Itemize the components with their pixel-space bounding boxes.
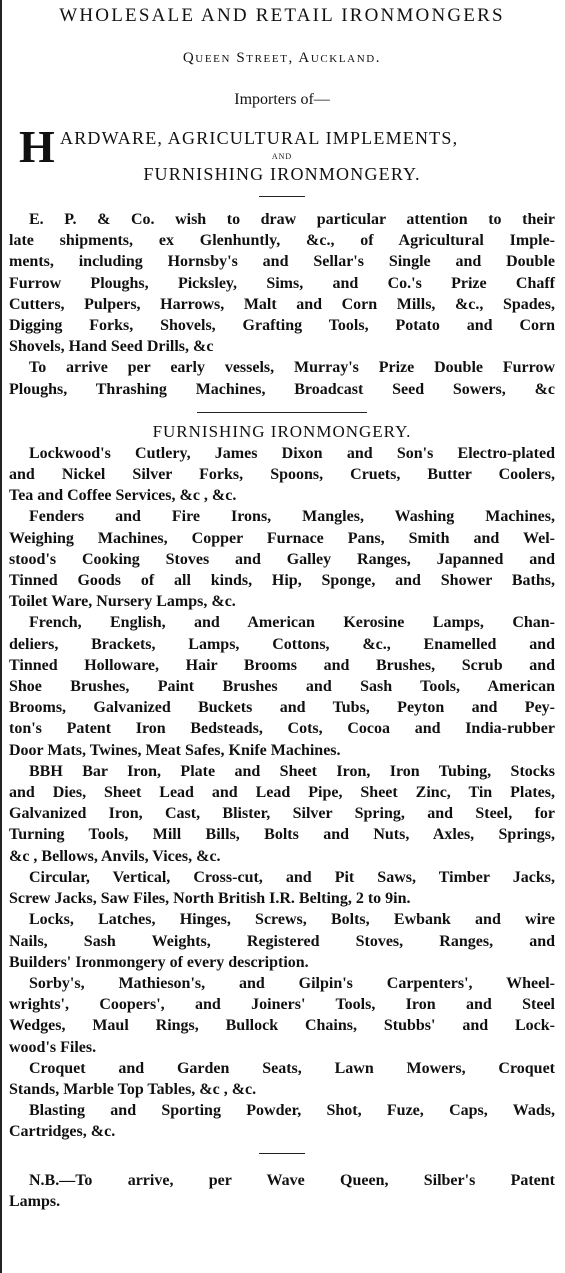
arrive-line: To arrive per early vessels, Murray's Prize Double Furrow	[29, 359, 555, 377]
nb-paragraph	[9, 1170, 555, 1212]
intro-line: Shovels, Hand Seed Drills, &c	[9, 338, 214, 356]
intro-line: Furrow Ploughs, Picksley, Sims, and Co.'s Prize Chaff	[9, 274, 555, 292]
and-connector: AND	[271, 152, 293, 161]
furnishing-line: Stands, Marble Top Tables, &c , &c.	[9, 1080, 257, 1098]
furnishing-line: Tinned Goods of all kinds, Hip, Sponge, and Shower Baths,	[9, 572, 555, 590]
address: Queen Street, Auckland.	[182, 50, 382, 66]
furnishing-line: stood's Cooking Stoves and Galley Ranges, Japanned and	[9, 550, 555, 568]
furnishing-line: &c , Bellows, Anvils, Vices, &c.	[9, 847, 221, 865]
furnishing-line: Nails, Sash Weights, Registered Stoves, Ranges, and	[9, 932, 555, 950]
nb-line: N.B.—To arrive, per Wave Queen, Silber's Patent	[29, 1171, 555, 1189]
furnishing-paragraph	[9, 506, 555, 612]
intro-line: Cutters, Pulpers, Harrows, Malt and Corn Mills, &c., Spades,	[9, 295, 555, 313]
furnishing-line: wrights', Coopers', and Joiners' Tools, Iron and Steel	[9, 996, 555, 1014]
furnishing-line: deliers, Brackets, Lamps, Cottons, &c., Enamelled and	[9, 635, 555, 653]
intro-line: Digging Forks, Shovels, Grafting Tools, Potato and Corn	[9, 317, 555, 335]
divider	[259, 1153, 305, 1154]
hardware-line-2: FURNISHING IRONMONGERY.	[143, 164, 421, 184]
furnishing-line: Door Mats, Twines, Meat Safes, Knife Machines.	[9, 741, 341, 759]
furnishing-line: and Nickel Silver Forks, Spoons, Cruets, Butter Coolers,	[9, 466, 555, 484]
furnishing-line: and Dies, Sheet Lead and Lead Pipe, Sheet Zinc, Tin Plates,	[9, 784, 555, 802]
furnishing-paragraph	[9, 909, 555, 973]
furnishing-line: Tinned Holloware, Hair Brooms and Brushes, Scrub and	[9, 656, 555, 674]
nb-line: Lamps.	[9, 1192, 61, 1210]
intro-line: E. P. & Co. wish to draw particular attention to their	[29, 211, 555, 228]
furnishing-body	[9, 443, 555, 1143]
furnishing-line: Builders' Ironmongery of every description.	[9, 953, 309, 971]
furnishing-line: Croquet and Garden Seats, Lawn Mowers, Croquet	[29, 1059, 555, 1077]
furnishing-paragraph	[9, 1100, 555, 1142]
intro-line: ments, including Hornsby's and Sellar's Single and Double	[9, 253, 555, 271]
furnishing-paragraph	[9, 867, 555, 909]
furnishing-paragraph	[9, 761, 555, 867]
furnishing-line: Screw Jacks, Saw Files, North British I.R. Belting, 2 to 9in.	[9, 890, 411, 908]
furnishing-line: French, English, and American Kerosine Lamps, Chan-	[29, 614, 555, 632]
arrive-paragraph	[9, 357, 555, 399]
divider	[259, 196, 305, 197]
furnishing-line: Sorby's, Mathieson's, and Gilpin's Carpenters', Wheel-	[29, 974, 555, 992]
furnishing-paragraph	[9, 443, 555, 507]
importers-line: Importers of—	[234, 91, 330, 108]
furnishing-line: Shoe Brushes, Paint Brushes and Sash Tools, American	[9, 678, 555, 696]
section-heading: FURNISHING IRONMONGERY.	[152, 421, 412, 441]
drop-cap: H	[19, 121, 54, 172]
furnishing-paragraph	[9, 973, 555, 1058]
furnishing-line: Brooms, Galvanized Buckets and Tubs, Peyton and Pey-	[9, 699, 555, 717]
furnishing-line: Tea and Coffee Services, &c , &c.	[9, 487, 237, 505]
furnishing-line: ton's Patent Iron Bedsteads, Cots, Cocoa and India-rubber	[9, 720, 555, 738]
furnishing-paragraph	[9, 612, 555, 760]
furnishing-line: Fenders and Fire Irons, Mangles, Washing Machines,	[29, 508, 555, 526]
furnishing-line: Blasting and Sporting Powder, Shot, Fuze, Caps, Wads,	[29, 1102, 555, 1120]
advertisement	[9, 0, 555, 1212]
intro-line: late shipments, ex Glenhuntly, &c., of Agricultural Imple-	[9, 232, 555, 250]
furnishing-paragraph	[9, 1058, 555, 1100]
furnishing-line: Galvanized Iron, Cast, Blister, Silver Spring, and Steel, for	[9, 805, 555, 823]
column-rule	[0, 0, 2, 1273]
furnishing-line: wood's Files.	[9, 1038, 97, 1056]
furnishing-line: BBH Bar Iron, Plate and Sheet Iron, Iron Tubing, Stocks	[29, 762, 555, 780]
arrive-line: Ploughs, Thrashing Machines, Broadcast Seed Sowers, &c	[9, 380, 555, 398]
furnishing-line: Wedges, Maul Rings, Bullock Chains, Stubbs' and Lock-	[9, 1017, 555, 1035]
headline: WHOLESALE AND RETAIL IRONMONGERS	[59, 5, 505, 26]
divider	[197, 412, 367, 413]
hardware-heading	[9, 121, 555, 190]
furnishing-line: Turning Tools, Mill Bills, Bolts and Nuts, Axles, Springs,	[9, 826, 555, 844]
furnishing-line: Weighing Machines, Copper Furnace Pans, Smith and Wel-	[9, 529, 555, 547]
furnishing-line: Toilet Ware, Nursery Lamps, &c.	[9, 593, 236, 611]
furnishing-line: Circular, Vertical, Cross-cut, and Pit Saws, Timber Jacks,	[29, 868, 555, 886]
hardware-line-1: ARDWARE, AGRICULTURAL IMPLEMENTS,	[60, 128, 459, 148]
furnishing-line: Locks, Latches, Hinges, Screws, Bolts, Ewbank and wire	[29, 911, 555, 929]
intro-paragraph	[9, 209, 555, 357]
furnishing-line: Lockwood's Cutlery, James Dixon and Son's Electro-plated	[29, 444, 555, 462]
furnishing-line: Cartridges, &c.	[9, 1123, 116, 1141]
